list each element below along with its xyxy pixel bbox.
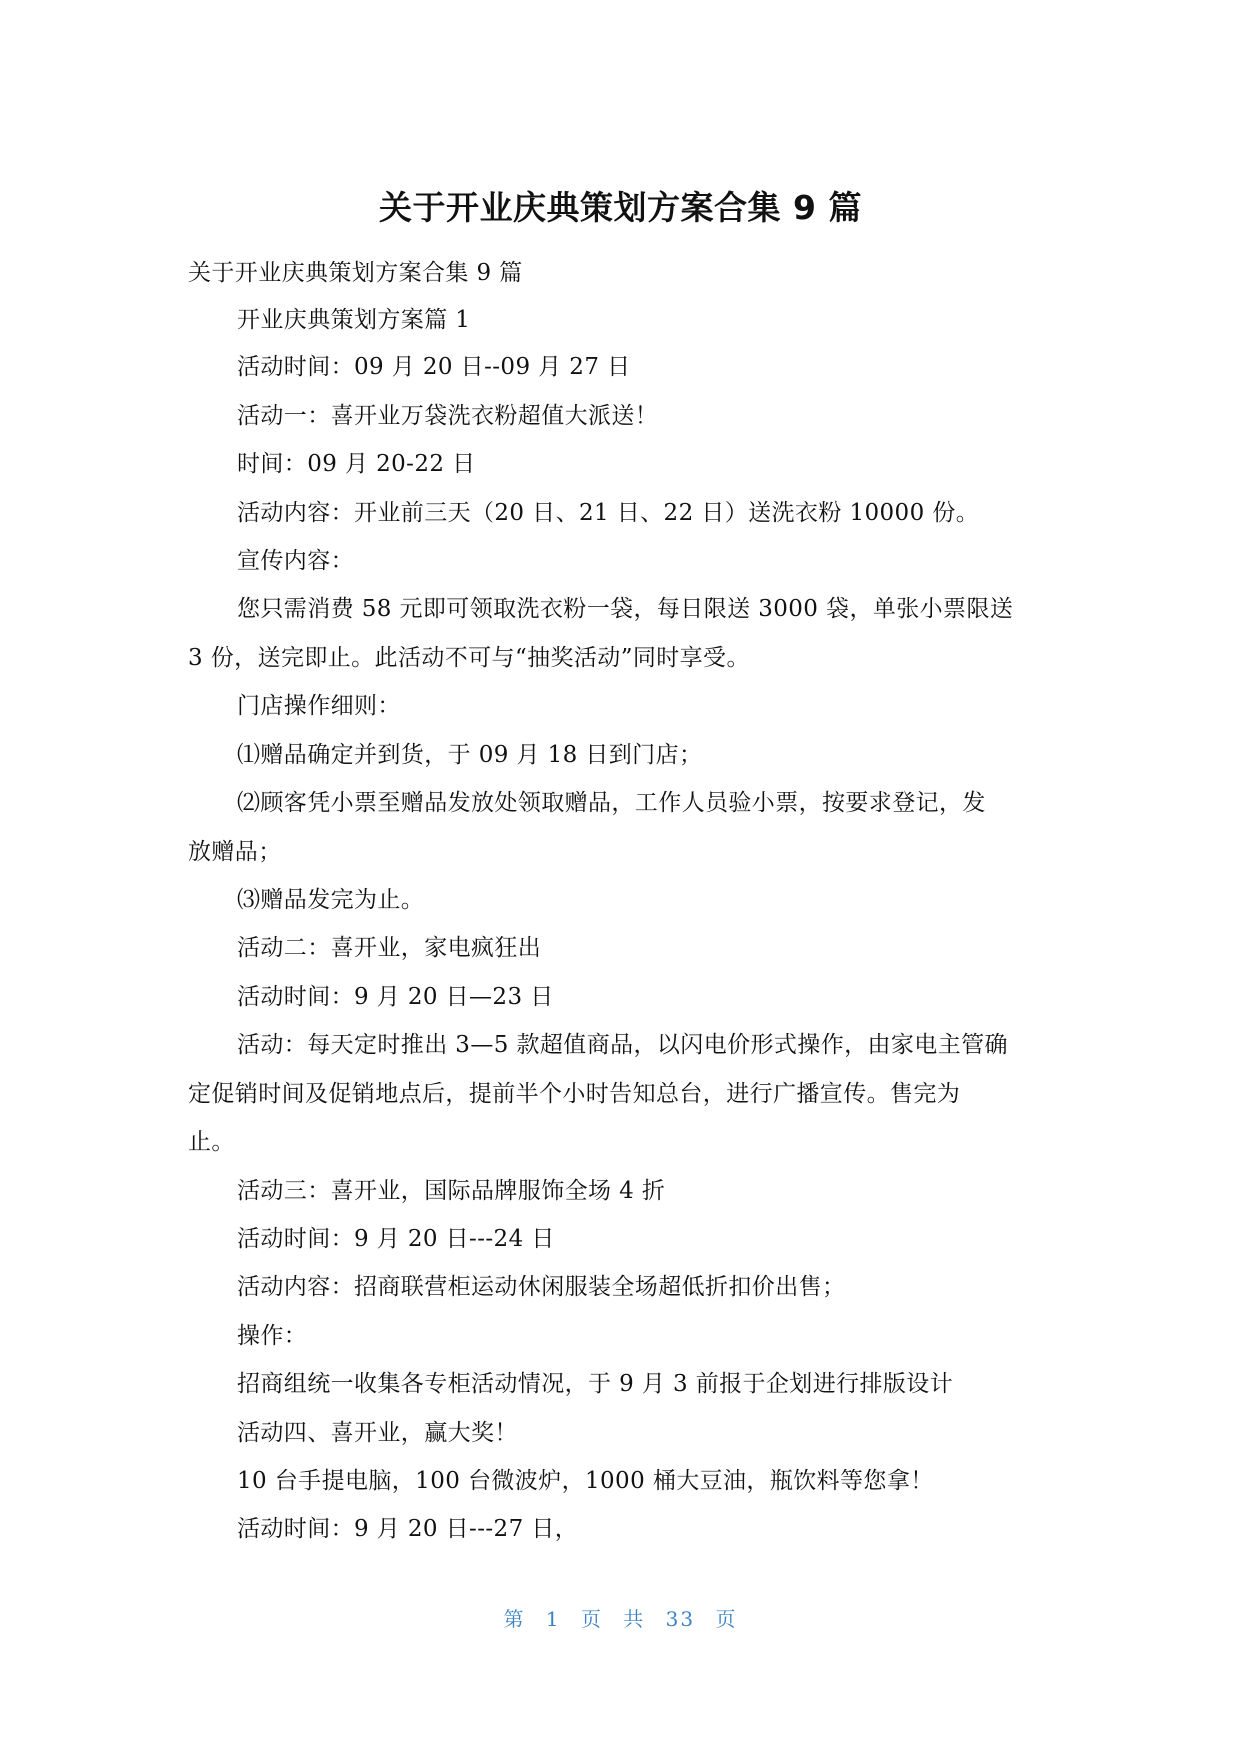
text-line: 定促销时间及促销地点后，提前半个小时告知总台，进行广播宣传。售完为 (188, 1081, 961, 1107)
text-line: 关于开业庆典策划方案合集 9 篇 (188, 260, 523, 286)
text-line: ⑶赠品发完为止。 (237, 887, 425, 913)
text-line: 招商组统一收集各专柜活动情况，于 9 月 3 前报于企划进行排版设计 (237, 1371, 954, 1397)
text-line: 活动：每天定时推出 3—5 款超值商品，以闪电价形式操作，由家电主管确 (237, 1032, 1008, 1058)
text-line: ⑵顾客凭小票至赠品发放处领取赠品，工作人员验小票，按要求登记，发 (237, 790, 986, 816)
text-line: 3 份，送完即止。此活动不可与“抽奖活动”同时享受。 (188, 645, 750, 671)
text-line: 放赠品； (188, 839, 282, 865)
text-line: 活动内容：招商联营柜运动休闲服装全场超低折扣价出售； (237, 1274, 846, 1300)
text-line: 10 台手提电脑，100 台微波炉，1000 桶大豆油，瓶饮料等您拿！ (237, 1468, 934, 1494)
text-line: 止。 (188, 1129, 235, 1155)
text-line: 活动时间：09 月 20 日--09 月 27 日 (237, 354, 631, 380)
text-line: 门店操作细则： (237, 693, 401, 719)
document-title: 关于开业庆典策划方案合集 9 篇 (379, 188, 862, 227)
text-line: 活动三：喜开业，国际品牌服饰全场 4 折 (237, 1178, 666, 1204)
text-line: 活动内容：开业前三天（20 日、21 日、22 日）送洗衣粉 10000 份。 (237, 500, 980, 526)
text-line: ⑴赠品确定并到货，于 09 月 18 日到门店； (237, 742, 703, 768)
text-line: 活动时间：9 月 20 日---24 日 (237, 1226, 555, 1252)
page-number-footer: 第 1 页 共 33 页 (503, 1607, 738, 1631)
text-line: 活动一：喜开业万袋洗衣粉超值大派送！ (237, 403, 659, 429)
text-line: 时间：09 月 20-22 日 (237, 451, 476, 477)
text-line: 开业庆典策划方案篇 1 (237, 307, 471, 333)
text-line: 操作： (237, 1323, 308, 1349)
text-line: 宣传内容： (237, 548, 354, 574)
text-line: 活动四、喜开业，赢大奖！ (237, 1420, 518, 1446)
text-line: 活动二：喜开业，家电疯狂出 (237, 935, 542, 961)
text-line: 您只需消费 58 元即可领取洗衣粉一袋，每日限送 3000 袋，单张小票限送 (237, 596, 1014, 622)
text-line: 活动时间：9 月 20 日—23 日 (237, 984, 554, 1010)
text-line: 活动时间：9 月 20 日---27 日， (237, 1516, 579, 1542)
